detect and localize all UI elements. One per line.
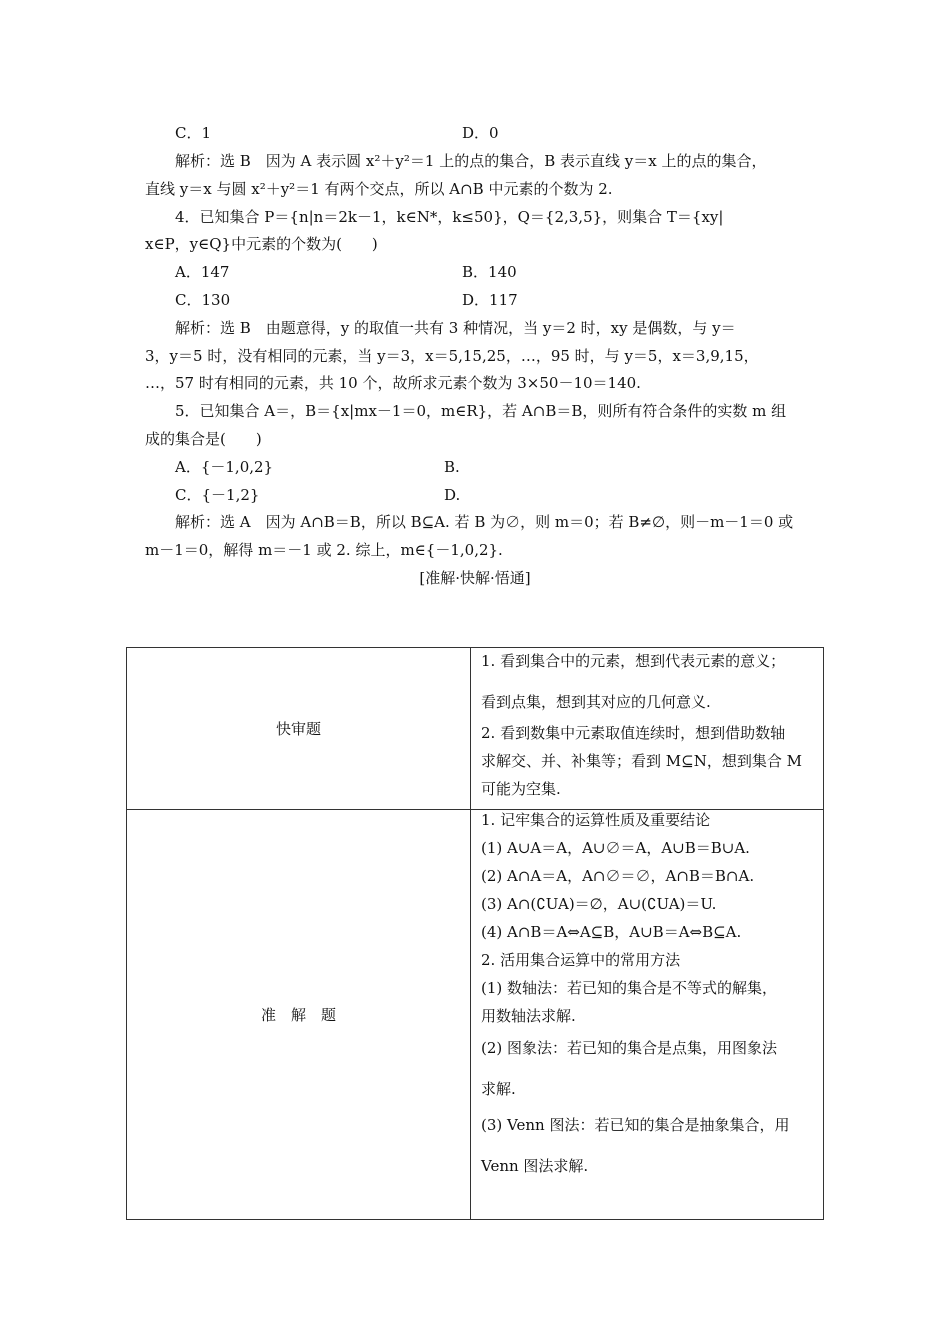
- q4-solution-line-1: 解析：选 B 由题意得，y 的取值一共有 3 种情况，当 y＝2 时，xy 是偶数，与 y＝: [175, 319, 736, 337]
- quick-review-line: 1. 看到集合中的元素，想到代表元素的意义；: [481, 652, 786, 670]
- accurate-solving-line: (4) A∩B＝A⇔A⊆B，A∪B＝A⇔B⊆A.: [481, 923, 742, 941]
- q5-option-a: A．{－1,0,2}: [175, 458, 274, 476]
- q4-option-c: C．130: [175, 291, 231, 309]
- section-heading: [准解·快解·悟通]: [419, 569, 531, 587]
- q3-option-d: D．0: [462, 124, 499, 142]
- row-header-accurate-solving: 准 解 题: [127, 810, 471, 1220]
- quick-review-line: 看到点集，想到其对应的几何意义.: [481, 693, 711, 711]
- q3-solution-line-2: 直线 y＝x 与圆 x²＋y²＝1 有两个交点，所以 A∩B 中元素的个数为 2.: [145, 180, 613, 198]
- accurate-solving-line: (3) A∩(∁UA)＝∅，A∪(∁UA)＝U.: [481, 895, 717, 913]
- q5-stem-line-2: 成的集合是( ): [145, 430, 262, 448]
- accurate-solving-line: 用数轴法求解.: [481, 1007, 576, 1025]
- summary-table: [126, 647, 824, 1220]
- accurate-solving-line: 1. 记牢集合的运算性质及重要结论: [481, 811, 711, 829]
- q4-solution-line-2: 3，y＝5 时，没有相同的元素，当 y＝3，x＝5,15,25，…，95 时，与 y＝5，x＝3,9,15，: [145, 347, 759, 365]
- q4-option-d: D．117: [462, 291, 518, 309]
- q4-option-b: B．140: [462, 263, 517, 281]
- q3-option-c: C．1: [175, 124, 212, 142]
- q4-option-a: A．147: [175, 263, 230, 281]
- row-header-quick-review: 快审题: [127, 648, 471, 810]
- q5-solution-line-1: 解析：选 A 因为 A∩B＝B，所以 B⊆A. 若 B 为∅，则 m＝0；若 B≠∅，则－m－1＝0 或: [175, 513, 794, 531]
- quick-review-line: 2. 看到数集中元素取值连续时，想到借助数轴: [481, 724, 786, 742]
- accurate-solving-line: (1) 数轴法：若已知的集合是不等式的解集，: [481, 979, 778, 997]
- table-row: [127, 648, 824, 810]
- quick-review-line: 可能为空集.: [481, 780, 561, 798]
- q5-option-d: D.: [444, 486, 461, 504]
- q4-stem-line-2: x∈P，y∈Q}中元素的个数为( ): [145, 235, 378, 253]
- accurate-solving-line: Venn 图法求解.: [481, 1157, 589, 1175]
- q4-stem-line-1: 4．已知集合 P＝{n|n＝2k－1，k∈N*，k≤50}，Q＝{2,3,5}，则集合 T＝{xy|: [175, 208, 724, 226]
- q4-solution-line-3: …，57 时有相同的元素，共 10 个，故所求元素个数为 3×50－10＝140.: [145, 374, 641, 392]
- q5-option-b: B.: [444, 458, 460, 476]
- accurate-solving-line: (2) 图象法：若已知的集合是点集，用图象法: [481, 1039, 778, 1057]
- accurate-solving-line: (1) A∪A＝A，A∪∅＝A，A∪B＝B∪A.: [481, 839, 750, 857]
- q5-option-c: C．{－1,2}: [175, 486, 260, 504]
- accurate-solving-line: 2. 活用集合运算中的常用方法: [481, 951, 681, 969]
- table-row: [127, 810, 824, 1220]
- row-content-quick-review: [471, 648, 824, 810]
- accurate-solving-line: (2) A∩A＝A，A∩∅＝∅，A∩B＝B∩A.: [481, 867, 755, 885]
- q5-solution-line-2: m－1＝0，解得 m＝－1 或 2. 综上，m∈{－1,0,2}.: [145, 541, 503, 559]
- accurate-solving-line: 求解.: [481, 1080, 516, 1098]
- q5-stem-line-1: 5．已知集合 A＝，B＝{x|mx－1＝0，m∈R}，若 A∩B＝B，则所有符合条件的实数 m 组: [175, 402, 787, 420]
- q3-solution-line-1: 解析：选 B 因为 A 表示圆 x²＋y²＝1 上的点的集合，B 表示直线 y＝x 上的点的集合，: [175, 152, 767, 170]
- row-content-accurate-solving: [471, 810, 824, 1220]
- accurate-solving-line: (3) Venn 图法：若已知的集合是抽象集合，用: [481, 1116, 790, 1134]
- quick-review-line: 求解交、并、补集等；看到 M⊆N，想到集合 M: [481, 752, 802, 770]
